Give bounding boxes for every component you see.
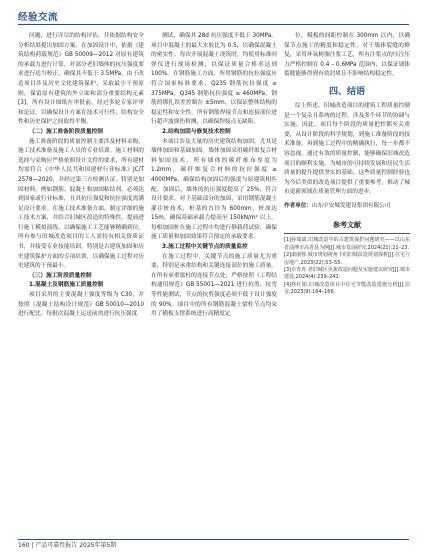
author-value: 山东中安城发建设集团有限公司	[311, 202, 391, 209]
author-label: 作者单位：	[284, 202, 312, 209]
reference-item: [4]佟红娟.旧城改造项目中住宅节能改造措施分析[J].居舍,2023(9):164–166.	[284, 281, 410, 296]
references-rule	[284, 233, 410, 234]
paragraph: 问题，进行详尽的结构评估，并依据结构安全分析结果提出加固方案。在加固设计中，依据《建筑结构荷载规范》GB 50009—2012 对原有建筑的承载力进行计算，对部分老旧墙体的抗压强度要求进行适当校正，确保其不低于 3.5MPa。由于改造项目涉及历史文化建筑保护，采取最小干预原则，保留原有建筑的外立面和部分重要结构元素[3]。所有设计图纸在审批前，经过多轮专家评审和论证，以确保设计方案在技术可行性、结构安全性和历史保护之间取得平衡。	[18, 33, 144, 126]
reference-list	[284, 237, 410, 296]
paragraph: 在施工过程中，关键节点的施工质量尤为重要，特别是承重结构和关键连接部位的施工质量。在所有承重梁柱的连接节点处，严格按照《工程结构通用规范》GB 55001—2021 进行抗剪、抗弯等性能测试，节点的抗剪强度必须不低于设计强度的 90%。项目中的所有钢筋混凝土梁柱节点均采用了横板支撑系统进行高精度定	[151, 253, 277, 318]
header-rule	[18, 24, 409, 25]
paragraph: 综上所述，旧城改造项目的建筑工程质量控制是一个复杂且系统的过程，涉及多个环节的协调与实施。因此，项目每个阶段的质量把控都至关重要，从设计阶段的科学规划，到施工准备阶段的技术准备，再到施工过程中的精确执行，每一步都不容忽视。通过有效的质量控制，能够确保旧城改造项目的顺利实施，为城市的可持续发展和居民生活质量的提升提供坚实的基础。这些质量控制经验也为今后类似的改造项目提供了重要参考，推动了城市更新领域在质量管理方面的进步。	[284, 102, 410, 196]
reference-item: [2]康丽蓉.城市规划视角下的旧城改造规划探析[J].住宅与房地产,2023(22):53–55.	[284, 252, 410, 266]
paragraph: 位，模板的间距控制在 300mm 以内，以确保节点施工的精度和稳定性。对于墙体裂缝的修复，采用环氧树脂注浆工艺，所有注浆点的压注压力严格控制在 0.4 – 0.6MPa 范围内，以保证墙体裂缝能够得到有效封堵且不影响结构稳定性。	[284, 33, 410, 78]
footer-rule	[18, 539, 409, 540]
reference-item: [1]孙瑞斌.旧城改造中的古建筑保护问题研究——以山东省淄博市高青县为例[J].城市发展研究,2024(21):21–23.	[284, 237, 410, 251]
references-title: 参考文献	[333, 221, 361, 230]
conclusion-heading: 四、结语	[328, 86, 365, 97]
page-header	[18, 6, 409, 26]
paragraph: 测试，确保其 28d 抗压强度不低于 30MPa。项目中混凝土的最大水胶比为 0.5，以确保混凝土的密实性。每次开展混凝土浇筑时，均使用标准回弹仪进行现场检测，以保证质量合格率达到 100%。在钢筋施工方面，所用钢筋的抗拉强度应符合国家标准要求，Q235 钢筋抗拉强度 ≥ 375MPa，Q345 钢筋抗拉强度 ≥ 460MPa。钢筋的绑扎误差控制在 ±5mm，以保证整体结构的稳定性和安全性。所有钢筋焊接节点和连接部位进行超声波探伤检测，以确保焊接点无缺陷。	[151, 33, 277, 126]
author-affiliation	[284, 202, 410, 211]
subheading-key-nodes: 3.施工过程中关键节点的质量监控	[162, 244, 248, 251]
subheading-construction-phase: （三）施工阶段质量控制	[29, 272, 92, 279]
paragraph: 施工准备阶段的质量控制主要涉及材料采购、施工技术准备及施工人员的专业培训。施工材料的选择与采购应严格依照设计文件的要求，所有建材均需符合《中华人民共和国建材行业标准》JC/T 2578—2020，并经过第三方检测认证。特别是加固材料，例如钢筋、混凝土和加固粘结剂，必须达到国家或行业标准，且其抗压强度和抗拉强度需满足设计要求。在施工技术准备方面，制定详细的施工技术方案，并结合旧城区改造的特殊性，提前进行施工模拟演练，以确保施工工艺能够精确到位。所有参与旧城改造项目的工人需持有相关资质证书，并接受专业技能培训，特别是古建筑加固和历史建筑保护方面的专项培训，以确保施工过程对历史建筑的干预最小。	[18, 138, 144, 270]
paragraph: 项目采用的主要混凝土强度等级为 C30，并按照《混凝土结构设计规范》GB 50010—2010 进行配比。每批次混凝土运送前需进行抗压强度	[18, 292, 144, 318]
footer-text: 160 | 产品可靠性报告 2025年第5期	[18, 542, 117, 549]
column-3	[284, 32, 410, 538]
subheading-construction-prep: （二）施工准备阶段质量控制	[29, 128, 103, 135]
column-1	[18, 32, 144, 538]
paragraph: 本项目涉及大量的历史建筑结构加固，尤其是墙体加固和基础加固。墙体加固采用碳纤维复合材料加固技术，所有墙体的碳纤维布厚度为 1.2mm，碳纤维复合材料的抗拉强度 ≥ 4000MPa，确保结构加固后的强度与原建筑相匹配。加固后，墙体的抗压强度提高了 25%，符合设计要求。对于基础部分的加固，采用钢筋混凝土灌注桩技术，桩基的直径为 600mm，桩深达 15m，确保基础承载力提高至 150kN/m² 以上。每根加固桩在施工过程中均进行静载荷试验，确保施工质量和加固效果符合预定的承载要求。	[151, 138, 277, 241]
page-footer	[18, 539, 409, 553]
subheading-reinforcement: 2.结构加固与修复技术控制	[162, 128, 231, 135]
reference-item: [3]卓青青.老旧城区更新改造问题及实施建议研究[J].城市建设,2024(4):239–241.	[284, 267, 410, 281]
section-title: 经验交流	[18, 12, 59, 23]
subheading-concrete-steel: 1.混凝土及钢筋施工质量控制	[29, 282, 104, 289]
column-2	[151, 32, 277, 538]
